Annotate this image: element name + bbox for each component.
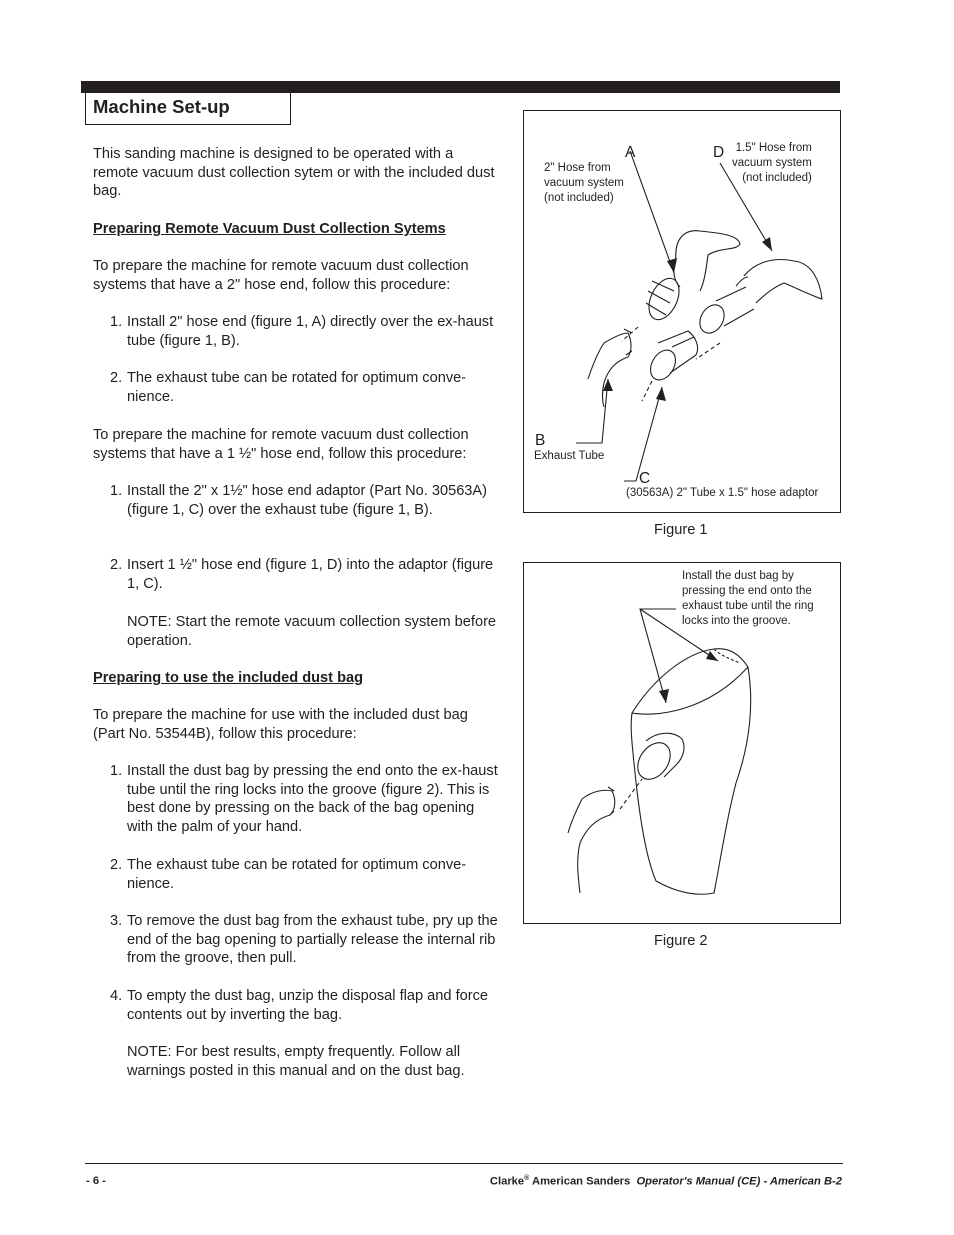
page-title: Machine Set-up [93,96,230,117]
list-item: 2. Insert 1 ½" hose end (figure 1, D) into the adaptor (figure 1, C). [110,557,494,592]
figure-1 [523,110,841,513]
list-item: 1. Install 2" hose end (figure 1, A) directly over the ex-haust tube (figure 1, B). [110,314,494,349]
footer-manual-title: Clarke® American Sanders Operator's Manual (CE) - American B-2 [489,1175,842,1188]
figure1-label-b-letter: B [535,432,546,449]
list-item: 4. To empty the dust bag, unzip the disposal flap and force contents out by inverting the bag. [110,988,489,1023]
figure1-label-a: 2" Hose from vacuum system (not included) [544,162,624,204]
figure1-label-c-letter: C [639,470,651,487]
list-item: 1. Install the 2" x 1½" hose end adaptor (Part No. 30563A) (figure 1, C) over the exhaust tube (figure 1, B). [110,483,488,518]
figure1-caption: Figure 1 [654,522,708,538]
remote-2in-intro: To prepare the machine for remote vacuum dust collection systems that have a 2" hose end, follow this procedure: [93,258,469,293]
intro-paragraph: This sanding machine is designed to be operated with a remote vacuum dust collection sytem or with the included dust bag. [93,146,495,200]
figure1-label-b: Exhaust Tube [534,450,605,462]
dust-bag-note: NOTE: For best results, empty frequently. Follow all warnings posted in this manual and on the dust bag. [127,1044,465,1079]
figure-2 [523,562,841,924]
list-item: 3. To remove the dust bag from the exhaust tube, pry up the end of the bag opening to partially release the internal rib from the groove, then pull. [110,913,498,967]
remote-15in-intro: To prepare the machine for remote vacuum dust collection systems that have a 1 ½" hose end, follow this procedure: [93,427,469,462]
list-item: 1. Install the dust bag by pressing the end onto the ex-haust tube until the ring locks into the groove (figure 2). This is best done by pressing on the back of the bag opening with the palm of your hand. [110,763,498,836]
figure2-callout: Install the dust bag by pressing the end onto the exhaust tube until the ring locks into the groove. [682,570,814,627]
page-number: - 6 - [86,1175,106,1187]
section-heading-dust-bag: Preparing to use the included dust bag [93,670,364,686]
list-item: 2. The exhaust tube can be rotated for optimum conve-nience. [110,857,467,892]
dust-bag-intro: To prepare the machine for use with the included dust bag (Part No. 53544B), follow this procedure: [93,707,468,742]
figure1-label-d: 1.5" Hose from vacuum system (not included) [732,142,812,184]
section-heading-remote-vacuum: Preparing Remote Vacuum Dust Collection Sytems [93,221,446,237]
remote-vacuum-note: NOTE: Start the remote vacuum collection system before operation. [127,614,497,649]
list-item: 2. The exhaust tube can be rotated for optimum conve-nience. [110,370,467,405]
footer-rule [85,1163,843,1164]
figure1-label-c: (30563A) 2" Tube x 1.5" hose adaptor [626,487,819,499]
figure1-label-d-letter: D [713,144,725,161]
figure1-label-a-letter: A [625,144,636,161]
section-title-box [85,91,291,125]
figure2-caption: Figure 2 [654,933,708,949]
